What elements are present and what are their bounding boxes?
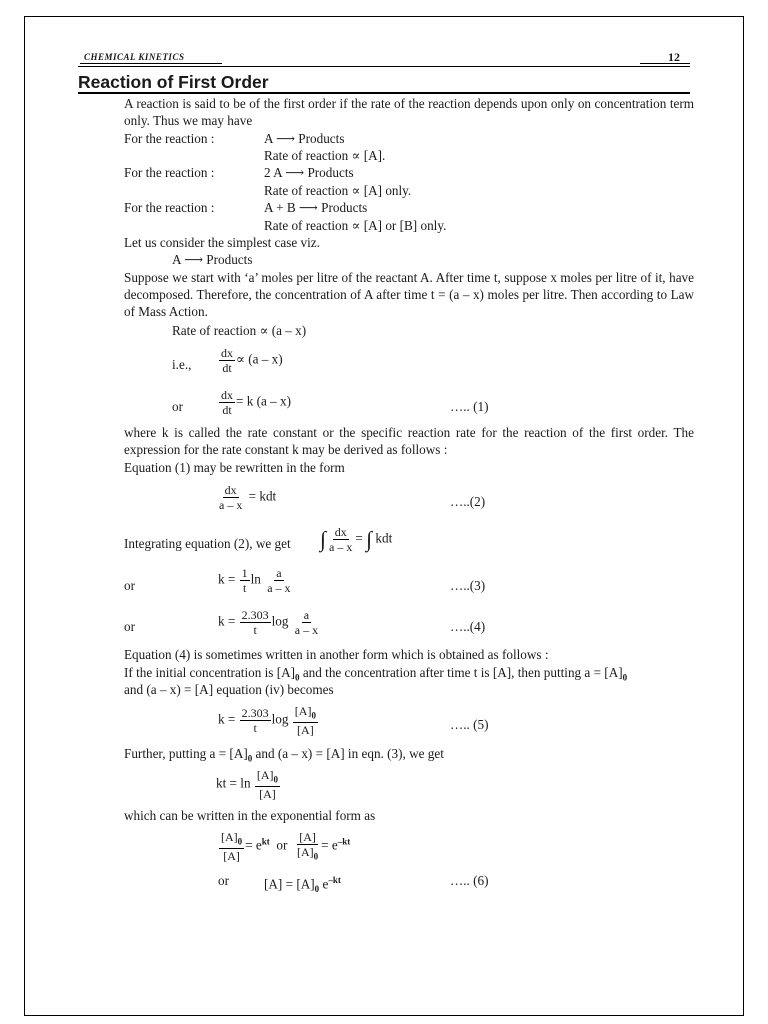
equation-4-other-form-text: Equation (4) is sometimes written in another form which is obtained as follows : xyxy=(124,647,549,662)
equation-2: $\frac{dx}{a - x}$ = kdt xyxy=(219,483,277,512)
rate-constant-paragraph: where k is called the rate constant or the specific reaction rate for the reaction of the first order. The expression for the rate constant k may be derived as follows : xyxy=(124,425,694,457)
page-title: Reaction of First Order xyxy=(78,72,269,92)
equation-number-6: ….. (6) xyxy=(450,873,489,888)
equation-iv-becomes-text: and (a – x) = [A] equation (iv) becomes xyxy=(124,682,334,697)
a-over-a-minus-x: $\frac{a}{a - x}$ xyxy=(267,566,291,595)
a-over-a-minus-x: $\frac{a}{a - x}$ xyxy=(294,608,319,637)
intro-paragraph: A reaction is said to be of the first order if the rate of the reaction depends upon only on concentration term only. Thus we may have xyxy=(124,96,694,128)
or-label-4: or xyxy=(124,619,135,634)
equation-4: k = $\frac{2.303}{t}$ log $\frac{a}{a - x}$ xyxy=(218,608,319,637)
page-number: 12 xyxy=(668,50,680,64)
integrating-text: Integrating equation (2), we get xyxy=(124,536,291,551)
A0-over-A: $\frac{[A]_0}{[A]}$ xyxy=(294,704,316,738)
section-header: CHEMICAL KINETICS xyxy=(84,52,185,62)
A0-over-A: $\frac{[A]_0}{[A]}$ xyxy=(221,830,243,864)
page-number-underline xyxy=(640,63,690,64)
2303-over-t: $\frac{2.303}{t}$ xyxy=(241,608,269,637)
header-rule xyxy=(78,66,690,67)
ie-label: i.e., xyxy=(172,357,192,372)
equation-number-5: ….. (5) xyxy=(450,717,489,732)
equation-1-rewrite-text: Equation (1) may be rewritten in the form xyxy=(124,460,345,475)
suppose-paragraph: Suppose we start with ‘a’ moles per litre of the reactant A. After time t, suppose x moles per litre of it, have decomposed. Therefore, the concentration of A after time t = (a – x) moles per litre. Then according to Law of Mass Action. xyxy=(124,270,694,319)
equation-6: $[A] = [A]_0$ $e^{-kt}$ xyxy=(264,875,341,895)
kt-ln-equation: kt = ln $\frac{[A]_0}{[A]}$ xyxy=(216,768,279,802)
reaction-2-label: For the reaction : xyxy=(124,165,215,180)
rate-expression: $\frac{dx}{dt}$ ∝ (a – x) xyxy=(221,346,283,375)
2303-over-t: $\frac{2.303}{t}$ xyxy=(241,706,269,736)
equation-number-3: …..(3) xyxy=(450,578,486,593)
equation-1: $\frac{dx}{dt}$ = k (a – x) xyxy=(221,388,292,417)
exponential-equations: $\frac{[A]_0}{[A]}$ = $e^{kt}$ or $\frac{[A]}{[A]_0}$ = $e^{-kt}$ xyxy=(221,830,351,864)
one-over-t: $\frac{1}{t}$ xyxy=(241,566,248,595)
equation-3: k = $\frac{1}{t}$ ln $\frac{a}{a - x}$ xyxy=(218,566,291,595)
dx-dt-fraction: $\frac{dx}{dt}$ xyxy=(221,388,233,417)
or-label-6: or xyxy=(218,873,229,888)
equation-number-4: …..(4) xyxy=(450,619,486,634)
reaction-2-rate: Rate of reaction ∝ [A] only. xyxy=(264,183,412,198)
integrated-equation: ∫ $\frac{dx}{a - x}$ = ∫ kdt xyxy=(320,525,393,554)
header-underline xyxy=(80,63,222,64)
or-label-3: or xyxy=(124,578,135,593)
or-label-1: or xyxy=(172,399,183,414)
equation-number-1: ….. (1) xyxy=(450,399,489,414)
rate-proportional: Rate of reaction ∝ (a – x) xyxy=(172,323,307,338)
reaction-3-rate: Rate of reaction ∝ [A] or [B] only. xyxy=(264,218,447,233)
reaction-1-rate: Rate of reaction ∝ [A]. xyxy=(264,148,386,163)
equation-number-2: …..(2) xyxy=(450,494,486,509)
reaction-3-equation: A + B ⟶ Products xyxy=(264,200,368,215)
dx-over-a-minus-x: $\frac{dx}{a - x}$ xyxy=(219,483,243,512)
title-rule xyxy=(78,92,690,94)
reaction-1-equation: A ⟶ Products xyxy=(264,131,345,146)
reaction-3-label: For the reaction : xyxy=(124,200,215,215)
equation-5: k = $\frac{2.303}{t}$ log $\frac{[A]_0}{[A]}$ xyxy=(218,704,316,738)
simplest-case-equation: A ⟶ Products xyxy=(172,252,253,267)
further-putting-text: Further, putting $a = [A]_0$ and (a – x) = [A] in eqn. (3), we get xyxy=(124,746,444,764)
A-over-A0: $\frac{[A]}{[A]_0}$ xyxy=(296,830,319,862)
reaction-1-label: For the reaction : xyxy=(124,131,215,146)
dx-over-a-minus-x: $\frac{dx}{a - x}$ xyxy=(329,525,353,554)
simplest-case-text: Let us consider the simplest case viz. xyxy=(124,235,320,250)
A0-over-A: $\frac{[A]_0}{[A]}$ xyxy=(256,768,279,802)
reaction-2-equation: 2 A ⟶ Products xyxy=(264,165,354,180)
initial-concentration-text: If the initial concentration is $[A]_0$ and the concentration after time t is [A], then putting $a = [A]_0$ xyxy=(124,665,628,683)
exponential-form-text: which can be written in the exponential form as xyxy=(124,808,376,823)
dx-dt-fraction: $\frac{dx}{dt}$ xyxy=(221,346,233,375)
